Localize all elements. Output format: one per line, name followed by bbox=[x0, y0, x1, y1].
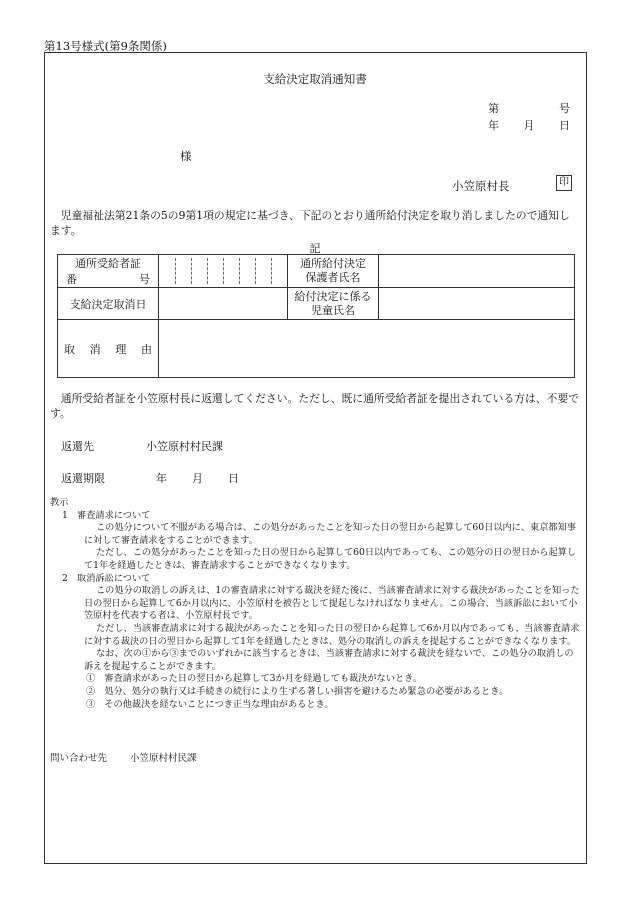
notice-heading: 教示 bbox=[50, 497, 69, 508]
label-line bbox=[58, 341, 158, 357]
document-frame bbox=[44, 52, 587, 864]
document-number bbox=[488, 100, 570, 116]
cancellation-date-value[interactable] bbox=[159, 288, 288, 320]
number-dai: 第 bbox=[488, 102, 499, 115]
section-2-para-2: ただし、当該審査請求に対する裁決があったことを知った日の翌日から起算して6か月以内であっても、当該審査請求に対する裁決の日の翌日から起算して1年を経過したときは、処分の取消しの訴えを提起することができなくなります。 bbox=[84, 622, 580, 647]
contact-label: 問い合わせ先 bbox=[50, 753, 108, 764]
label-line: 給付決定に係る bbox=[294, 289, 372, 303]
ki-heading: 記 bbox=[309, 242, 321, 255]
section-2-item: ① 審査請求があった日の翌日から起算して3か月を経過しても裁決がないとき。 bbox=[86, 673, 423, 685]
number-go: 号 bbox=[559, 102, 570, 115]
date-month: 月 bbox=[523, 119, 535, 132]
section-1-para-2: ただし、この処分があったことを知った日の翌日から起算して60日以内であっても、この処分の日の翌日から起算して1年を経過したときは、審査請求することができなくなります。 bbox=[84, 547, 577, 571]
cancellation-reason-label bbox=[58, 320, 159, 378]
section-1-para-1: この処分について不服がある場合は、この処分があったことを知った日の翌日から起算して60日以内に、東京都知事に対して審査請求をすることができます。 bbox=[84, 522, 576, 546]
label-char: 番 bbox=[66, 273, 77, 286]
return-due-year: 年 bbox=[156, 472, 167, 485]
body-text: 児童福祉法第21条の5の9第1項の規定に基づき、下記のとおり通所給付決定を取り消しましたので通知します。 bbox=[50, 209, 570, 237]
guardian-name-value[interactable] bbox=[379, 255, 575, 288]
recipient-cert-number-cells[interactable] bbox=[159, 255, 288, 288]
label-line: 児童氏名 bbox=[311, 303, 355, 317]
section-1-title: 1 審査請求について bbox=[62, 509, 151, 521]
date-year: 年 bbox=[488, 119, 499, 132]
recipient-cert-number-label bbox=[58, 255, 159, 288]
label-char: 由 bbox=[140, 342, 152, 356]
date-day: 日 bbox=[559, 119, 570, 132]
label-line: 通所受給者証 bbox=[75, 257, 141, 270]
section-2-item: ③ その他裁決を経ないことにつき正当な理由があるとき。 bbox=[86, 698, 334, 710]
digit-divider bbox=[207, 258, 208, 284]
label-char: 取 bbox=[64, 342, 75, 356]
section-2-title: 2 取消訴訟について bbox=[62, 572, 151, 584]
digit-divider bbox=[239, 258, 240, 284]
label-char: 消 bbox=[89, 342, 101, 356]
digit-divider bbox=[175, 258, 176, 284]
label-char: 号 bbox=[139, 273, 150, 286]
label-char: 理 bbox=[115, 342, 127, 356]
appeal-notice bbox=[50, 497, 582, 711]
label-line: 通所給付決定 bbox=[300, 257, 366, 270]
form-number: 第13号様式(第9条関係) bbox=[44, 39, 167, 53]
child-name-label bbox=[288, 288, 379, 320]
seal-mark: 印 bbox=[556, 175, 572, 191]
digit-divider bbox=[223, 258, 224, 284]
cancellation-reason-value[interactable] bbox=[159, 320, 575, 378]
digit-divider bbox=[271, 258, 272, 284]
digit-divider bbox=[191, 258, 192, 284]
section-2-item: ② 処分、処分の執行又は手続きの続行により生ずる著しい損害を避けるため緊急の必要があるとき。 bbox=[86, 685, 509, 697]
return-to-label: 返還先 bbox=[61, 440, 94, 453]
section-2-para-3: なお、次の①から③までのいずれかに該当するときは、当該審査請求に対する裁決を経ないで、この処分の取消しの訴えを提起することができます。 bbox=[84, 648, 574, 672]
cancellation-date-label: 支給決定取消日 bbox=[58, 288, 159, 320]
return-instruction: 通所受給者証を小笠原村長に返還してください。ただし、既に通所受給者証を提出されている方は、不要です。 bbox=[50, 392, 580, 420]
child-name-value[interactable] bbox=[379, 288, 575, 320]
info-table bbox=[57, 254, 575, 378]
label-line: 保護者氏名 bbox=[305, 271, 361, 284]
section-2-para-1: この処分の取消しの訴えは、1の審査請求に対する裁決を経た後に、当該審査請求に対する裁決があったことを知った日の翌日から起算して6か月以内に、小笠原村を被告として提起しなければなりません。この場合、当該訴訟において小笠原村を代表する者は、小笠原村長です。 bbox=[84, 585, 580, 622]
issuer-name: 小笠原村長 bbox=[452, 179, 510, 193]
document-date bbox=[488, 117, 570, 133]
label-line bbox=[58, 271, 158, 287]
document-title: 支給決定取消通知書 bbox=[263, 72, 367, 86]
digit-divider bbox=[255, 258, 256, 284]
return-due-label: 返還期限 bbox=[61, 472, 105, 485]
return-to-value: 小笠原村村民課 bbox=[146, 440, 223, 453]
return-due-day: 日 bbox=[228, 472, 239, 485]
return-due-month: 月 bbox=[192, 472, 203, 485]
guardian-name-label bbox=[288, 255, 379, 288]
addressee-suffix: 様 bbox=[180, 149, 192, 163]
contact-value: 小笠原村村民課 bbox=[130, 753, 197, 764]
